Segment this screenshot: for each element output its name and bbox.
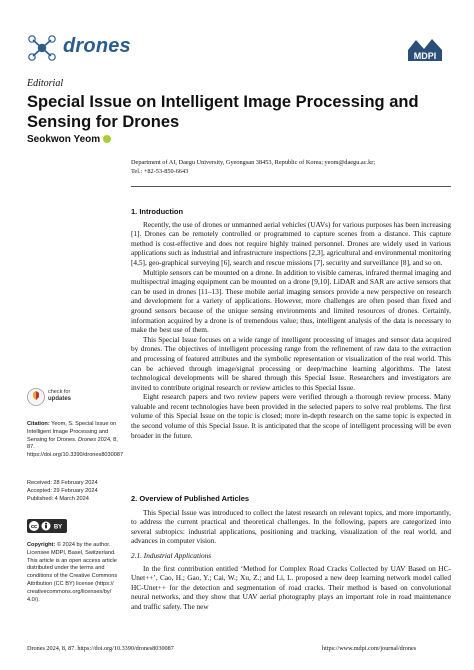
article-type: Editorial — [27, 78, 64, 89]
journal-name[interactable]: drones — [63, 35, 131, 57]
mdpi-logo[interactable] — [404, 36, 446, 61]
paragraph: Eight research papers and two review papers were verified through a thorough review process. Many valuable and recent technologies have been provided in the selected papers to solve real problems. The first volume of this Special Issue on the topic is closed; more in-depth research on the same topic is expected in the second volume of this Special Issue. It is anticipated that the scope of intelligent processing will be even broader in the future. — [131, 392, 451, 440]
check-for-updates[interactable] — [27, 388, 97, 410]
affiliation-address: Department of AI, Daegu University, Gyeongsan 38453, Republic of Korea; yeom@daegu.ac.kr; — [131, 159, 376, 166]
published-date: Published: 4 March 2024 — [27, 495, 89, 502]
svg-text:BY: BY — [53, 524, 63, 531]
drone-logo-icon — [25, 34, 59, 62]
article-title: Special Issue on Intelligent Image Processing and Sensing for Drones — [27, 93, 419, 131]
citation-ref[interactable]: 2024, 8, 87. https://doi.org/10.3390/drones8030087 — [27, 436, 124, 459]
footer-journal-link[interactable]: https://www.mdpi.com/journal/drones — [322, 645, 417, 652]
footer-citation[interactable]: Drones 2024, 8, 87. https://doi.org/10.3390/drones8030087 — [27, 645, 174, 652]
received-date: Received: 28 February 2024 — [27, 480, 98, 486]
svg-text:cc: cc — [30, 524, 38, 530]
check-updates-text — [48, 389, 71, 403]
check-updates-line1: check for — [48, 389, 71, 395]
citation-text: Yeom, S. Special Issue on Intelligent Image Processing and Sensing for Drones. — [27, 421, 117, 443]
divider — [131, 186, 451, 187]
paragraph: This Special Issue focuses on a wide range of intelligent processing of images and sensor data acquired by drones. The objectives of intelligent processing range from the refinement of raw data to the extraction and processing of featured attributes and the symbolic representation or visualization of the real world. This can be achieved through image/signal processing or deep/machine learning algorithms. The latest technological developments will be shared through this Special Issue. Researchers and investigators are invited to contribute original research or review articles to this Special Issue. — [131, 334, 451, 392]
section-heading: 2. Overview of Published Articles — [131, 494, 250, 503]
orcid-icon[interactable] — [103, 135, 111, 143]
dates-block — [27, 480, 122, 503]
check-updates-icon — [27, 388, 45, 406]
mdpi-label: MDPI — [413, 51, 437, 61]
paragraph: Multiple sensors can be mounted on a drone. In addition to visible cameras, infrared thermal imaging and multispectral imaging equipment can be mounted on a drone [9,10]. LiDAR and SAR are active sensors that can be used in drones [11–13]. These mobile aerial imaging sensors provide a new perspective on research and development for a variety of applications. However, more challenges are often posed than fixed and ground sensors because of the unique sensing environments and limited resources of drones. Certainly, information acquired by a drone is of tremendous value; thus, intelligent analysis of the data is necessary to make the best use of them. — [131, 267, 452, 335]
accepted-date: Accepted: 29 February 2024 — [27, 487, 98, 494]
affiliation — [131, 158, 451, 176]
section-introduction — [131, 207, 451, 440]
copyright-block — [27, 542, 122, 604]
subsection-heading: 2.1. Industrial Applications — [131, 550, 212, 560]
section-overview — [131, 494, 451, 612]
cc-by-license-icon[interactable] — [27, 519, 67, 533]
section-heading: 1. Introduction — [131, 207, 184, 216]
paragraph: This Special Issue was introduced to collect the latest research on relevant topics, and more importantly, to address the current practical and theoretical challenges. In the following, papers are categorized into several subtopics: industrial applications, positioning and tracking, visualization of the real world, and advances in computer vision. — [131, 507, 451, 546]
citation-journal: Drones — [78, 436, 97, 443]
copyright-text: © 2024 by the author. Licensee MDPI, Basel, Switzerland. This article is an open access article distributed under the terms and conditions of the Creative Commons Attribution (CC BY) license (https:// creativecommons.org/licenses/by/ 4.0/). — [27, 542, 118, 603]
author-name: Seokwon Yeom — [27, 134, 101, 145]
citation-block — [27, 421, 122, 460]
author-line — [27, 134, 111, 145]
paragraph: Recently, the use of drones or unmanned aerial vehicles (UAVs) for various purposes has been increasing [1]. Drones can be remotely controlled or programmed to capture scenes from a distance. This capture method is cost-effective and does not require highly trained personnel. Drones are widely used in various applications such as industrial and infrastructure inspections [2,3], agricultural and environmental monitoring [4,5], geo-graphical surveying [6], search and rescue missions [7], security and surveillance [8], and so on. — [131, 219, 451, 267]
check-updates-line2: updates — [48, 396, 72, 402]
affiliation-tel: Tel.: +82-53-850-6643 — [131, 168, 189, 175]
paragraph: In the first contribution entitled ‘Method for Complex Road Cracks Collected by UAV Based on HC-Unet++’, Cao, H.; Gao, Y.; Cai, W.; Xu, Z.; and Li, L. proposed a new deep learning network model called HC-Unet++ for the detection and segmentation of road cracks. Their method is based on convolutional neural networks, and they show that UAV aerial photography plays an important role in road maintenance and traffic safety. The new — [131, 563, 451, 611]
citation-label: Citation: — [27, 421, 50, 427]
copyright-label: Copyright: — [27, 542, 56, 548]
